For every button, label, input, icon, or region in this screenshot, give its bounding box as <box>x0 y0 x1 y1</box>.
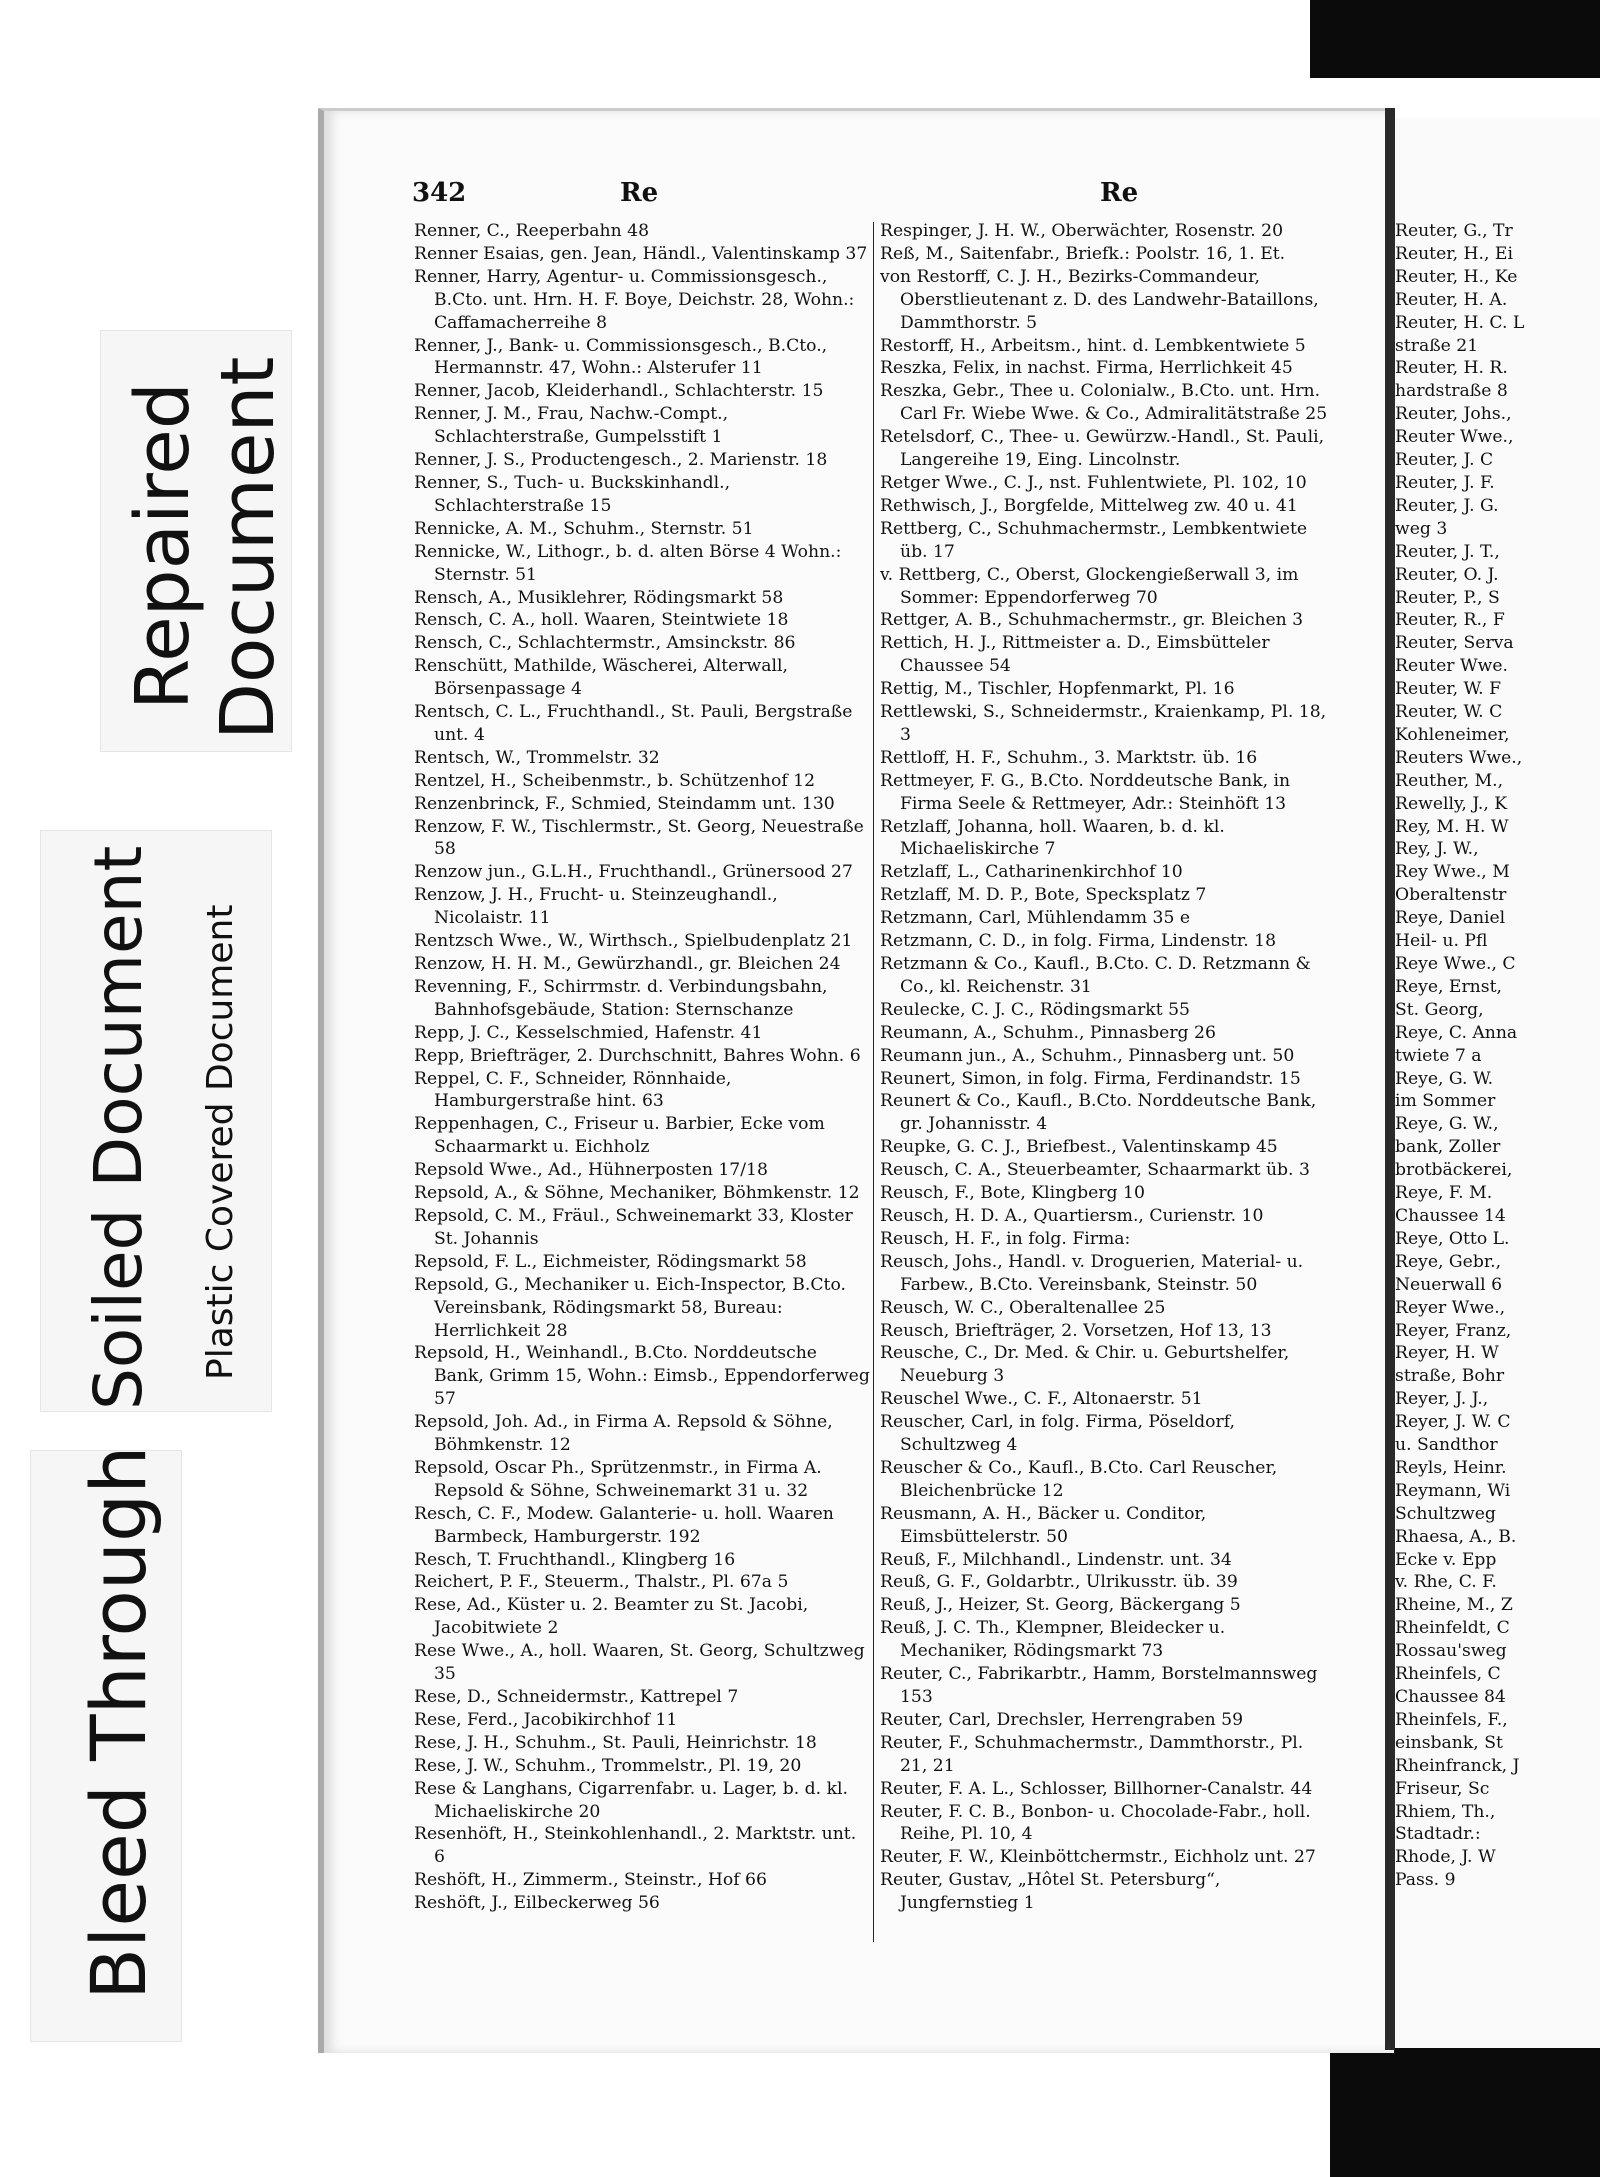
directory-entry: Rese, Ad., Küster u. 2. Beamter zu St. Jacobi, Jacobitwiete 2 <box>414 1595 809 1639</box>
directory-entry: Rhode, J. W <box>1395 1847 1496 1868</box>
directory-entry: Reye, C. Anna <box>1395 1022 1518 1043</box>
left-running-head: Re <box>620 178 659 208</box>
directory-entry: Repp, Briefträger, 2. Durchschnitt, Bahres Wohn. 6 <box>414 1045 861 1066</box>
directory-entry: Reuter, H. R. <box>1395 358 1508 379</box>
directory-entry: Rensch, C. A., holl. Waaren, Steintwiete 18 <box>414 610 789 631</box>
directory-entry: Rennicke, W., Lithogr., b. d. alten Börse 4 Wohn.: Sternstr. 51 <box>414 541 842 585</box>
directory-entry: Resch, C. F., Modew. Galanterie- u. holl. Waaren Barmbeck, Hamburgerstr. 192 <box>414 1503 834 1547</box>
directory-entry: Rhiem, Th., <box>1395 1801 1496 1822</box>
directory-entry: Neuerwall 6 <box>1395 1274 1503 1295</box>
directory-entry: Renner, J., Bank- u. Commissionsgesch., B.Cto., Hermannstr. 47, Wohn.: Alsterufer 11 <box>414 335 828 379</box>
directory-entry: Reumann jun., A., Schuhm., Pinnasberg unt. 50 <box>880 1045 1295 1066</box>
directory-entry: Stadtadr.: <box>1395 1824 1481 1845</box>
directory-entry: Resenhöft, H., Steinkohlenhandl., 2. Marktstr. unt. 6 <box>414 1824 857 1868</box>
directory-entry: Reuter, F. A. L., Schlosser, Billhorner-Canalstr. 44 <box>880 1778 1313 1799</box>
directory-entry: Renzow jun., G.L.H., Fruchthandl., Grünersood 27 <box>414 862 853 883</box>
directory-entry: Reppel, C. F., Schneider, Rönnhaide, Hamburgerstraße hint. 63 <box>414 1068 732 1112</box>
directory-entry: twiete 7 a <box>1395 1045 1482 1066</box>
directory-entry: Rheinfeldt, C <box>1395 1618 1510 1639</box>
directory-entry: Rese, J. H., Schuhm., St. Pauli, Heinrichstr. 18 <box>414 1732 817 1753</box>
directory-entry: Rheinfels, C <box>1395 1664 1501 1685</box>
right-column <box>880 220 1336 1915</box>
next-page-column <box>1395 220 1600 1892</box>
directory-entry: Reuter, J. C <box>1395 450 1494 471</box>
directory-entry: Reymann, Wi <box>1395 1480 1511 1501</box>
directory-entry: Rewelly, J., K <box>1395 793 1508 814</box>
directory-entry: Respinger, J. H. W., Oberwächter, Rosenstr. 20 <box>880 221 1284 241</box>
directory-entry: brotbäckerei, <box>1395 1160 1513 1181</box>
directory-entry: Rese, J. W., Schuhm., Trommelstr., Pl. 19, 20 <box>414 1755 802 1776</box>
directory-entry: Reuter, F., Schuhmachermstr., Dammthorstr., Pl. 21, 21 <box>880 1732 1304 1776</box>
directory-entry: einsbank, St <box>1395 1732 1503 1753</box>
directory-entry: Reusch, C. A., Steuerbeamter, Schaarmarkt üb. 3 <box>880 1160 1310 1181</box>
directory-entry: straße 21 <box>1395 335 1479 356</box>
black-tab-top <box>1310 0 1600 78</box>
directory-entry: hardstraße 8 <box>1395 381 1508 402</box>
directory-entry: Rensch, A., Musiklehrer, Rödingsmarkt 58 <box>414 587 784 608</box>
directory-entry: Rennicke, A. M., Schuhm., Sternstr. 51 <box>414 518 754 539</box>
directory-entry: Reppenhagen, C., Friseur u. Barbier, Ecke vom Schaarmarkt u. Eichholz <box>414 1114 825 1158</box>
directory-entry: Reuß, F., Milchhandl., Lindenstr. unt. 34 <box>880 1549 1232 1570</box>
directory-entry: Reuter, Carl, Drechsler, Herrengraben 59 <box>880 1709 1244 1730</box>
directory-entry: Reuther, M., <box>1395 770 1504 791</box>
directory-entry: Rettich, H. J., Rittmeister a. D., Eimsbütteler Chaussee 54 <box>880 633 1270 677</box>
directory-entry: Reunert, Simon, in folg. Firma, Ferdinandstr. 15 <box>880 1068 1301 1089</box>
directory-entry: Rheinfels, F., <box>1395 1709 1508 1730</box>
directory-entry: Rey, J. W., <box>1395 839 1479 860</box>
directory-entry: Reusch, H. D. A., Quartiersm., Curienstr. 10 <box>880 1205 1264 1226</box>
directory-entry: Pass. 9 <box>1395 1870 1456 1891</box>
directory-entry: Rettlewski, S., Schneidermstr., Kraienkamp, Pl. 18, 3 <box>880 702 1327 745</box>
directory-entry: weg 3 <box>1395 518 1448 539</box>
directory-entry: Renzenbrinck, F., Schmied, Steindamm unt. 130 <box>414 793 835 814</box>
directory-entry: Reusch, F., Bote, Klingberg 10 <box>880 1183 1145 1204</box>
directory-entry: Reszka, Gebr., Thee u. Colonialw., B.Cto. unt. Hrn. Carl Fr. Wiebe Wwe. & Co., Admiralitätstraße 25 <box>880 381 1328 425</box>
directory-entry: Reuters Wwe., <box>1395 747 1523 768</box>
directory-entry: Reuter, Gustav, „Hôtel St. Petersburg“, Jungfernstieg 1 <box>880 1870 1221 1914</box>
directory-entry: Renner, J. M., Frau, Nachw.-Compt., Schlachterstraße, Gumpelsstift 1 <box>414 404 729 448</box>
directory-entry: Reye, Gebr., <box>1395 1251 1502 1272</box>
directory-entry: Restorff, H., Arbeitsm., hint. d. Lembkentwiete 5 <box>880 335 1306 356</box>
directory-entry: Reuter Wwe., <box>1395 427 1514 448</box>
directory-entry: Reusch, W. C., Oberaltenallee 25 <box>880 1297 1166 1318</box>
directory-entry: Rey, M. H. W <box>1395 816 1509 837</box>
directory-entry: Retelsdorf, C., Thee- u. Gewürzw.-Handl., St. Pauli, Langereihe 19, Eing. Lincolnstr. <box>880 427 1325 471</box>
directory-entry: Reye Wwe., C <box>1395 954 1516 974</box>
right-running-head: Re <box>1100 178 1139 208</box>
directory-entry: Rettberg, C., Schuhmachermstr., Lembkentwiete üb. 17 <box>880 518 1308 562</box>
directory-entry: Reye, Otto L. <box>1395 1228 1510 1249</box>
directory-entry: Renzow, F. W., Tischlermstr., St. Georg, Neuestraße 58 <box>414 816 864 860</box>
directory-entry: Repsold, Joh. Ad., in Firma A. Repsold & Söhne, Böhmkenstr. 12 <box>414 1412 833 1456</box>
directory-entry: v. Rettberg, C., Oberst, Glockengießerwall 3, im Sommer: Eppendorferweg 70 <box>880 564 1299 608</box>
directory-entry: Reuß, J. C. Th., Klempner, Bleidecker u. Mechaniker, Rödingsmarkt 73 <box>880 1618 1226 1662</box>
directory-entry: Reuter, H. A. <box>1395 289 1508 310</box>
directory-entry: Reß, M., Saitenfabr., Briefk.: Poolstr. 16, 1. Et. <box>880 243 1286 264</box>
directory-entry: Reusch, H. F., in folg. Firma: <box>880 1228 1131 1249</box>
directory-entry: Renzow, H. H. M., Gewürzhandl., gr. Bleichen 24 <box>414 954 841 974</box>
directory-entry: Reunert & Co., Kaufl., B.Cto. Norddeutsche Bank, gr. Johannisstr. 4 <box>880 1091 1317 1135</box>
directory-entry: bank, Zoller <box>1395 1137 1501 1158</box>
directory-entry: Reuter, H. C. L <box>1395 312 1525 333</box>
directory-entry: Rettmeyer, F. G., B.Cto. Norddeutsche Bank, in Firma Seele & Rettmeyer, Adr.: Steinhöft 13 <box>880 770 1291 814</box>
book-gutter <box>1385 108 1395 2050</box>
column-rule <box>873 222 874 1942</box>
directory-entry: Renzow, J. H., Frucht- u. Steinzeughandl., Nicolaistr. 11 <box>414 885 778 929</box>
directory-entry: Reusch, Briefträger, 2. Vorsetzen, Hof 13, 13 <box>880 1320 1272 1341</box>
plastic-covered-label: Plastic Covered Document <box>200 904 241 1380</box>
directory-entry: Reuter, R., F <box>1395 610 1505 631</box>
directory-entry: Rese & Langhans, Cigarrenfabr. u. Lager, b. d. kl. Michaeliskirche 20 <box>414 1778 848 1822</box>
directory-entry: Renschütt, Mathilde, Wäscherei, Alterwall, Börsenpassage 4 <box>414 656 788 700</box>
directory-entry: Rentsch, C. L., Fruchthandl., St. Pauli, Bergstraße unt. 4 <box>414 702 853 745</box>
directory-entry: Reuter, O. J. <box>1395 564 1499 585</box>
directory-entry: Reuscher, Carl, in folg. Firma, Pöseldorf, Schultzweg 4 <box>880 1412 1235 1456</box>
directory-entry: Chaussee 84 <box>1395 1687 1506 1707</box>
directory-entry: Renner, C., Reeperbahn 48 <box>414 221 650 241</box>
directory-entry: Reusmann, A. H., Bäcker u. Conditor, Eimsbüttelerstr. 50 <box>880 1503 1207 1547</box>
directory-entry: Reuter, G., Tr <box>1395 221 1513 241</box>
directory-entry: Reyer, Franz, <box>1395 1320 1512 1341</box>
directory-entry: von Restorff, C. J. H., Bezirks-Commandeur, Oberstlieutenant z. D. des Landwehr-Bataillons, Dammthorstr. 5 <box>880 266 1319 333</box>
directory-entry: Rensch, C., Schlachtermstr., Amsinckstr. 86 <box>414 633 796 654</box>
directory-entry: Rese, Ferd., Jacobikirchhof 11 <box>414 1709 678 1730</box>
directory-entry: Reyer, J. W. C <box>1395 1412 1511 1433</box>
page-number: 342 <box>412 178 467 208</box>
repaired-label: Repaired <box>120 382 206 710</box>
directory-entry: Revenning, F., Schirrmstr. d. Verbindungsbahn, Bahnhofsgebäude, Station: Sternschanze <box>414 976 828 1020</box>
repaired-document-label: Document <box>205 356 291 740</box>
directory-entry: Retzmann & Co., Kaufl., B.Cto. C. D. Retzmann & Co., kl. Reichenstr. 31 <box>880 954 1311 997</box>
directory-entry: Rhaesa, A., B. <box>1395 1526 1517 1547</box>
directory-entry: Reichert, P. F., Steuerm., Thalstr., Pl. 67a 5 <box>414 1572 789 1593</box>
directory-entry: Resch, T. Fruchthandl., Klingberg 16 <box>414 1549 736 1570</box>
directory-entry: Repsold, F. L., Eichmeister, Rödingsmarkt 58 <box>414 1251 807 1272</box>
directory-entry: Reuß, J., Heizer, St. Georg, Bäckergang 5 <box>880 1595 1241 1616</box>
directory-entry: Reuter, P., S <box>1395 587 1500 608</box>
directory-entry: Reyer Wwe., <box>1395 1297 1506 1318</box>
directory-entry: Friseur, Sc <box>1395 1778 1490 1799</box>
directory-entry: Reuter, C., Fabrikarbtr., Hamm, Borstelmannsweg 153 <box>880 1664 1318 1707</box>
directory-entry: Repsold, Oscar Ph., Sprützenmstr., in Firma A. Repsold & Söhne, Schweinemarkt 31 u. 32 <box>414 1457 822 1501</box>
directory-entry: Rentsch, W., Trommelstr. 32 <box>414 747 660 768</box>
directory-entry: Reumann, A., Schuhm., Pinnasberg 26 <box>880 1022 1216 1043</box>
directory-entry: Reye, F. M. <box>1395 1183 1493 1204</box>
directory-entry: Reye, Ernst, <box>1395 976 1502 997</box>
directory-entry: Retzmann, C. D., in folg. Firma, Lindenstr. 18 <box>880 931 1277 952</box>
directory-entry: Retzlaff, M. D. P., Bote, Specksplatz 7 <box>880 885 1207 906</box>
directory-entry: straße, Bohr <box>1395 1366 1505 1387</box>
directory-entry: u. Sandthor <box>1395 1435 1498 1456</box>
directory-entry: Reuter, W. C <box>1395 702 1503 723</box>
directory-entry: Reyer, H. W <box>1395 1343 1499 1364</box>
directory-entry: Reyls, Heinr. <box>1395 1457 1507 1478</box>
directory-entry: Reuschel Wwe., C. F., Altonaerstr. 51 <box>880 1389 1203 1410</box>
directory-entry: Rettger, A. B., Schuhmachermstr., gr. Bleichen 3 <box>880 610 1304 631</box>
directory-entry: Schultzweg <box>1395 1503 1496 1524</box>
directory-entry: Reye, G. W. <box>1395 1068 1494 1089</box>
directory-entry: Rey Wwe., M <box>1395 862 1510 883</box>
directory-entry: Reupke, G. C. J., Briefbest., Valentinskamp 45 <box>880 1137 1278 1158</box>
directory-entry: Reusche, C., Dr. Med. & Chir. u. Geburtshelfer, Neueburg 3 <box>880 1343 1290 1387</box>
directory-entry: Reuter, J. G. <box>1395 495 1499 516</box>
directory-entry: Reshöft, J., Eilbeckerweg 56 <box>414 1893 660 1914</box>
directory-entry: Rentzsch Wwe., W., Wirthsch., Spielbudenplatz 21 <box>414 931 853 952</box>
directory-entry: Renner, Harry, Agentur- u. Commissionsgesch., B.Cto. unt. Hrn. H. F. Boye, Deichstr. 28, Wohn.: Caffamacherreihe 8 <box>414 266 855 333</box>
directory-entry: Retzmann, Carl, Mühlendamm 35 e <box>880 908 1191 929</box>
directory-entry: Repp, J. C., Kesselschmied, Hafenstr. 41 <box>414 1022 763 1043</box>
next-page-edge <box>1395 118 1600 2048</box>
directory-entry: Ecke v. Epp <box>1395 1549 1497 1570</box>
directory-entry: Rese Wwe., A., holl. Waaren, St. Georg, Schultzweg 35 <box>414 1641 865 1685</box>
directory-entry: im Sommer <box>1395 1091 1496 1112</box>
directory-entry: Kohleneimer, <box>1395 724 1510 745</box>
directory-entry: St. Georg, <box>1395 999 1484 1020</box>
directory-entry: Retzlaff, Johanna, holl. Waaren, b. d. kl. Michaeliskirche 7 <box>880 816 1225 860</box>
directory-entry: Reuter, Serva <box>1395 633 1514 654</box>
directory-entry: Rossau'sweg <box>1395 1641 1507 1662</box>
directory-entry: Rethwisch, J., Borgfelde, Mittelweg zw. 40 u. 41 <box>880 495 1298 516</box>
directory-entry: Reszka, Felix, in nachst. Firma, Herrlichkeit 45 <box>880 358 1293 379</box>
directory-entry: Reuter, Johs., <box>1395 404 1512 425</box>
directory-entry: Retzlaff, L., Catharinenkirchhof 10 <box>880 862 1183 883</box>
directory-entry: Repsold Wwe., Ad., Hühnerposten 17/18 <box>414 1160 768 1181</box>
directory-entry: Reuscher & Co., Kaufl., B.Cto. Carl Reuscher, Bleichenbrücke 12 <box>880 1457 1278 1501</box>
directory-entry: Reuter, H., Ei <box>1395 243 1513 264</box>
directory-entry: Reuter, J. F. <box>1395 472 1495 493</box>
directory-entry: Repsold, H., Weinhandl., B.Cto. Norddeutsche Bank, Grimm 15, Wohn.: Eimsb., Eppendorferweg 57 <box>414 1343 870 1410</box>
directory-entry: Repsold, C. M., Fräul., Schweinemarkt 33, Kloster St. Johannis <box>414 1205 853 1249</box>
directory-entry: Reye, Daniel <box>1395 908 1506 929</box>
directory-entry: Rheine, M., Z <box>1395 1595 1513 1616</box>
directory-entry: v. Rhe, C. F. <box>1395 1572 1497 1593</box>
directory-entry: Oberaltenstr <box>1395 885 1507 906</box>
directory-entry: Rettloff, H. F., Schuhm., 3. Marktstr. üb. 16 <box>880 747 1258 768</box>
directory-entry: Repsold, G., Mechaniker u. Eich-Inspector, B.Cto. Vereinsbank, Rödingsmarkt 58, Bureau: Herrlichkeit 28 <box>414 1274 846 1341</box>
directory-entry: Rettig, M., Tischler, Hopfenmarkt, Pl. 16 <box>880 679 1235 700</box>
directory-entry: Reusch, Johs., Handl. v. Droguerien, Material- u. Farbew., B.Cto. Vereinsbank, Steinstr. 50 <box>880 1251 1304 1295</box>
directory-entry: Reuter, F. W., Kleinböttchermstr., Eichholz unt. 27 <box>880 1847 1316 1868</box>
directory-entry: Chaussee 14 <box>1395 1205 1506 1226</box>
directory-entry: Reuter, J. T., <box>1395 541 1500 562</box>
directory-entry: Reshöft, H., Zimmerm., Steinstr., Hof 66 <box>414 1870 767 1891</box>
directory-entry: Renner, Jacob, Kleiderhandl., Schlachterstr. 15 <box>414 381 824 402</box>
directory-entry: Reyer, J. J., <box>1395 1389 1489 1410</box>
directory-entry: Reulecke, C. J. C., Rödingsmarkt 55 <box>880 999 1190 1020</box>
directory-entry: Renner, S., Tuch- u. Buckskinhandl., Schlachterstraße 15 <box>414 472 731 516</box>
directory-entry: Reuter, H., Ke <box>1395 266 1518 287</box>
left-column <box>414 220 872 1915</box>
directory-entry: Reuter, W. F <box>1395 679 1502 700</box>
bleed-through-label: Bleed Through <box>74 1445 163 2000</box>
directory-entry: Heil- u. Pfl <box>1395 931 1488 952</box>
soiled-document-label: Soiled Document <box>80 845 157 1410</box>
directory-entry: Rheinfranck, J <box>1395 1755 1520 1776</box>
directory-entry: Reye, G. W., <box>1395 1114 1499 1135</box>
directory-entry: Rese, D., Schneidermstr., Kattrepel 7 <box>414 1687 739 1707</box>
directory-entry: Renner Esaias, gen. Jean, Händl., Valentinskamp 37 <box>414 243 868 264</box>
directory-entry: Reuter, F. C. B., Bonbon- u. Chocolade-Fabr., holl. Reihe, Pl. 10, 4 <box>880 1801 1311 1845</box>
directory-entry: Retger Wwe., C. J., nst. Fuhlentwiete, Pl. 102, 10 <box>880 472 1307 493</box>
directory-entry: Repsold, A., & Söhne, Mechaniker, Böhmkenstr. 12 <box>414 1183 860 1204</box>
directory-entry: Renner, J. S., Productengesch., 2. Marienstr. 18 <box>414 450 828 471</box>
directory-entry: Rentzel, H., Scheibenmstr., b. Schützenhof 12 <box>414 770 816 791</box>
directory-entry: Reuter Wwe. <box>1395 656 1508 677</box>
directory-entry: Reuß, G. F., Goldarbtr., Ulrikusstr. üb. 39 <box>880 1572 1238 1593</box>
